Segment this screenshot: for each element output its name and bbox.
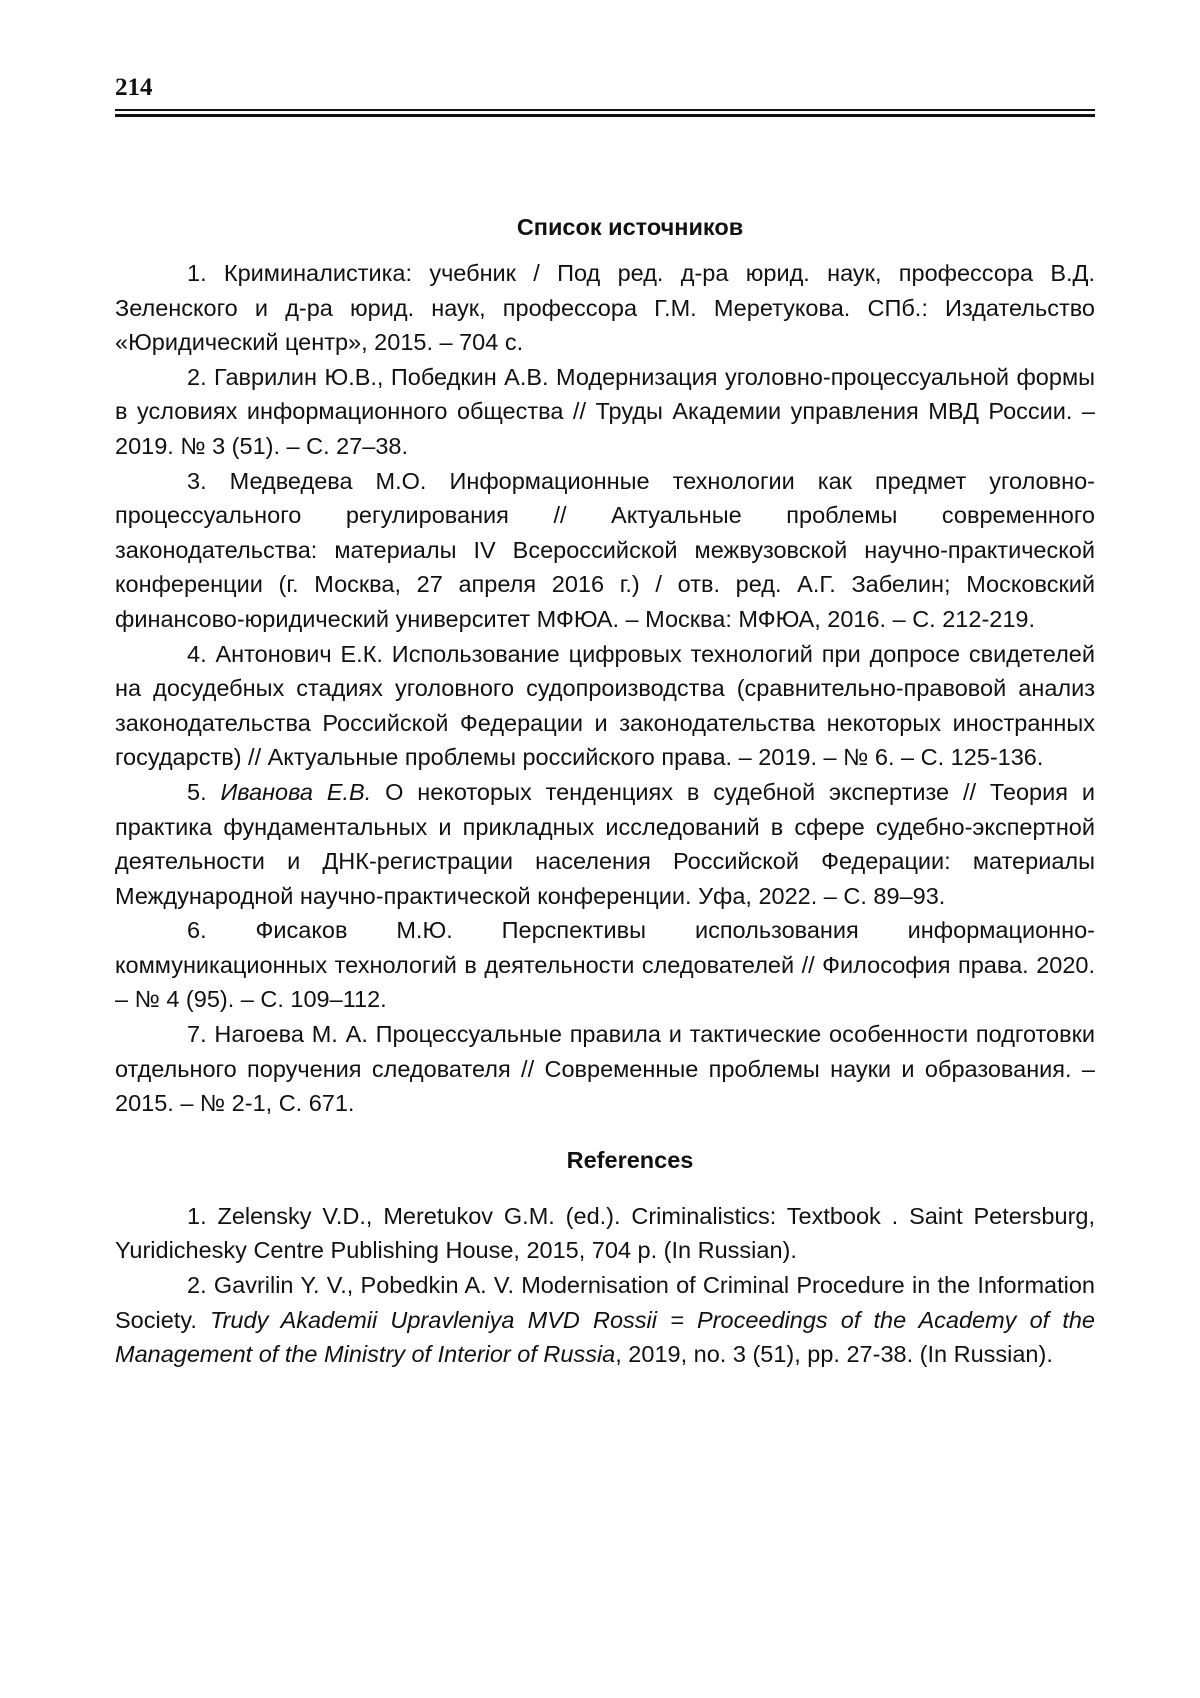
source-entry-3: 3. Медведева М.О. Информационные технологии как предмет уголовно-процессуального регулирования // Актуальные проблемы современного законодательства: материалы IV Всероссийской межвузовской научно-практической конференции (г. Москва, 27 апреля 2016 г.) / отв. ред. А.Г. Забелин; Московский финансово-юридический университет МФЮА. – Москва: МФЮА, 2016. – С. 212-219. xyxy=(115,467,1095,632)
source-entry-5-author: Иванова Е.В. xyxy=(220,778,372,805)
page-number: 214 xyxy=(115,74,153,101)
source-entry-1: 1. Криминалистика: учебник / Под ред. д-ра юрид. наук, профессора В.Д. Зеленского и д-ра юрид. наук, профессора Г.М. Меретукова. СПб.: Издательство «Юридический центр», 2015. – 704 с. xyxy=(115,260,1095,356)
references-heading: References xyxy=(566,1146,694,1173)
source-entry-7: 7. Нагоева М. А. Процессуальные правила и тактические особенности подготовки отдельного поручения следователя // Современные проблемы науки и образования. – 2015. – № 2-1, С. 671. xyxy=(115,1021,1095,1117)
source-entry-4: 4. Антонович Е.К. Использование цифровых технологий при допросе свидетелей на досудебных стадиях уголовного судопроизводства (сравнительно-правовой анализ законодательства Российской Федерации и законодательства некоторых иностранных государств) // Актуальные проблемы российского права. – 2019. – № 6. – С. 125-136. xyxy=(115,640,1095,771)
reference-entry-2 xyxy=(115,1268,1095,1372)
source-entry-2: 2. Гаврилин Ю.В., Победкин А.В. Модернизация уголовно-процессуальной формы в условиях информационного общества // Труды Академии управления МВД России. – 2019. № 3 (51). – С. 27–38. xyxy=(115,363,1095,459)
header-rule-thin xyxy=(115,109,1095,111)
bibliography-content xyxy=(115,210,1095,1372)
header-rule-thick xyxy=(115,114,1095,117)
source-entry-5-text: О некоторых тенденциях в судебной экспертизе // Теория и практика фундаментальных и прикладных исследований в сфере судебно-экспертной деятельности и ДНК-регистрации населения Российской Федерации: материалы Международной научно-практической конференции. Уфа, 2022. – С. 89–93. xyxy=(115,778,1095,909)
source-entry-6: 6. Фисаков М.Ю. Перспективы использования информационно-коммуникационных технологий в деятельности следователей // Философия права. 2020. – № 4 (95). – С. 109–112. xyxy=(115,917,1095,1013)
reference-entry-2-details: , 2019, no. 3 (51), pp. 27-38. (In Russian). xyxy=(615,1341,1053,1368)
reference-entry-2-authors-title: 2. Gavrilin Y. V., Pobedkin A. V. Modernisation of Criminal Procedure in the Information Society. xyxy=(115,1272,1095,1333)
source-entry-5-number: 5. xyxy=(187,778,221,805)
source-entry-5 xyxy=(115,775,1095,913)
reference-entry-1: 1. Zelensky V.D., Meretukov G.M. (ed.). Criminalistics: Textbook . Saint Petersburg, Yuridichesky Centre Publishing House, 2015, 704 p. (In Russian). xyxy=(115,1202,1095,1264)
reference-entry-2-journal: Trudy Akademii Upravleniya MVD Rossii = Proceedings of the Academy of the Management of the Ministry of Interior of Russia xyxy=(115,1306,1095,1368)
sources-heading: Список источников xyxy=(516,214,744,240)
